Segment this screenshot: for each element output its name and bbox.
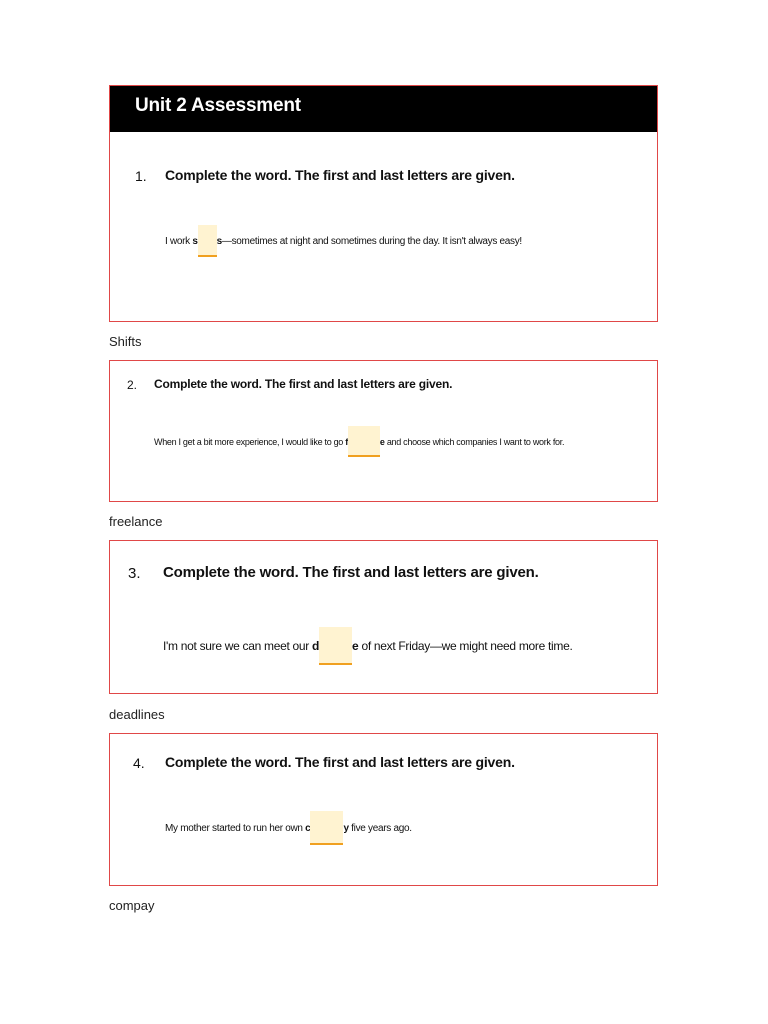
answer-blank[interactable] <box>198 225 217 257</box>
answer-blank[interactable] <box>319 627 352 665</box>
answer-blank[interactable] <box>348 426 380 457</box>
question-sentence <box>165 811 412 845</box>
question-prompt: Complete the word. The first and last letters are given. <box>165 167 515 183</box>
sentence-after: and choose which companies I want to work for. <box>384 436 565 447</box>
question-number: 1. <box>135 168 147 184</box>
question-card-2 <box>109 360 658 502</box>
answer-text: deadlines <box>109 707 165 722</box>
first-letter: c <box>305 822 311 834</box>
question-sentence <box>163 627 573 665</box>
answer-blank[interactable] <box>310 811 343 845</box>
first-letter: f <box>345 436 348 447</box>
question-card-3 <box>109 540 658 694</box>
first-letter: d <box>312 639 320 653</box>
page-title: Unit 2 Assessment <box>135 95 301 116</box>
last-letter: s <box>216 235 222 247</box>
question-sentence <box>154 426 564 457</box>
sentence-after: —sometimes at night and sometimes during the day. It isn't always easy! <box>221 235 522 247</box>
sentence-before: I'm not sure we can meet our <box>163 639 312 653</box>
last-letter: e <box>352 639 359 653</box>
question-card-4 <box>109 733 658 886</box>
sentence-before: I work <box>165 235 193 247</box>
answer-text: Shifts <box>109 334 142 349</box>
question-number: 3. <box>128 565 141 582</box>
last-letter: y <box>343 822 349 834</box>
sentence-after: of next Friday—we might need more time. <box>358 639 573 653</box>
sentence-before: When I get a bit more experience, I would like to go <box>154 436 346 447</box>
assessment-header <box>110 86 657 132</box>
answer-text: compay <box>109 898 155 913</box>
question-prompt: Complete the word. The first and last letters are given. <box>165 754 515 770</box>
question-prompt: Complete the word. The first and last letters are given. <box>154 377 453 391</box>
sentence-before: My mother started to run her own <box>165 822 306 834</box>
question-sentence <box>165 225 522 257</box>
last-letter: e <box>379 436 385 447</box>
first-letter: s <box>192 235 198 247</box>
question-number: 2. <box>127 378 138 392</box>
question-card-1 <box>109 85 658 322</box>
question-number: 4. <box>133 755 145 771</box>
question-prompt: Complete the word. The first and last letters are given. <box>163 564 539 581</box>
sentence-after: five years ago. <box>348 822 412 834</box>
answer-text: freelance <box>109 514 163 529</box>
